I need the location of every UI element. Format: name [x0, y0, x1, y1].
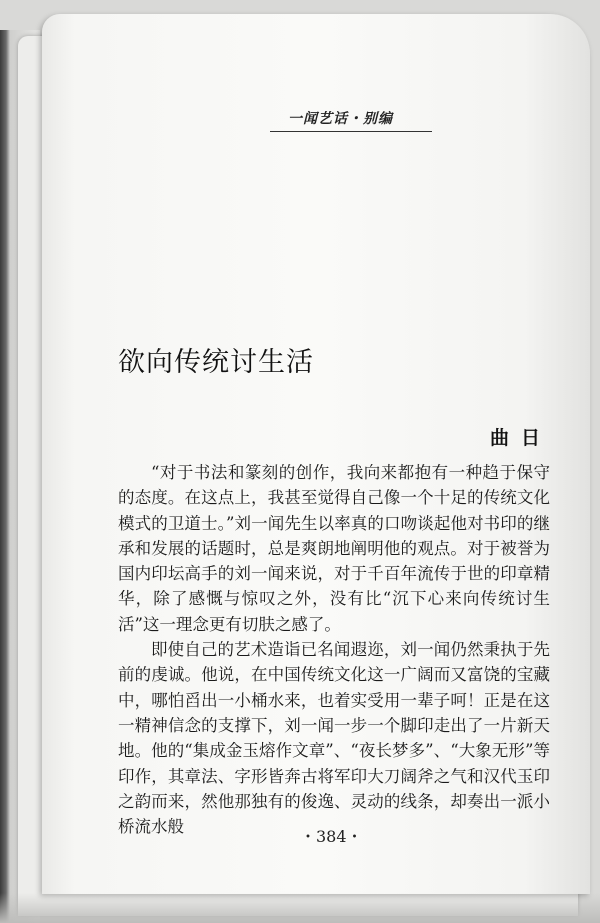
paragraph-1: “对于书法和篆刻的创作，我向来都抱有一种趋于保守的态度。在这点上，我甚至觉得自己像一个十足的传统文化模式的卫道士。”刘一闻先生以率真的口吻谈起他对书印的继承和发展的话题时，总是爽朗地阐明他的观点。对于被誉为国内印坛高手的刘一闻来说，对于千百年流传于世的印章精华，除了感慨与惊叹之外，没有比“沉下心来向传统讨生活”这一理念更有切肤之感了。	[118, 463, 550, 634]
page-bottom-shadow	[0, 893, 600, 923]
article-title: 欲向传统讨生活	[118, 347, 314, 378]
running-head-rule	[270, 131, 432, 132]
paragraph-2: 即使自己的艺术造诣已名闻遐迩，刘一闻仍然秉执于先前的虔诚。他说，在中国传统文化这一广阔而又富饶的宝藏中，哪怕舀出一小桶水来，也着实受用一辈子呵！正是在这一精神信念的支撑下，刘一闻一步一个脚印走出了一片新天地。他的“集成金玉熔作文章”、“夜长梦多”、“大象无形”等印作，其章法、字形皆奔古将军印大刀阔斧之气和汉代玉印之韵而来，然他那独有的俊逸、灵动的线条，却奏出一派小桥流水般	[118, 640, 550, 837]
running-head: 一闻艺话・别编	[288, 111, 393, 127]
article-author: 曲日	[490, 427, 553, 449]
page-number: ・384・	[300, 827, 363, 846]
article-body	[118, 460, 550, 839]
